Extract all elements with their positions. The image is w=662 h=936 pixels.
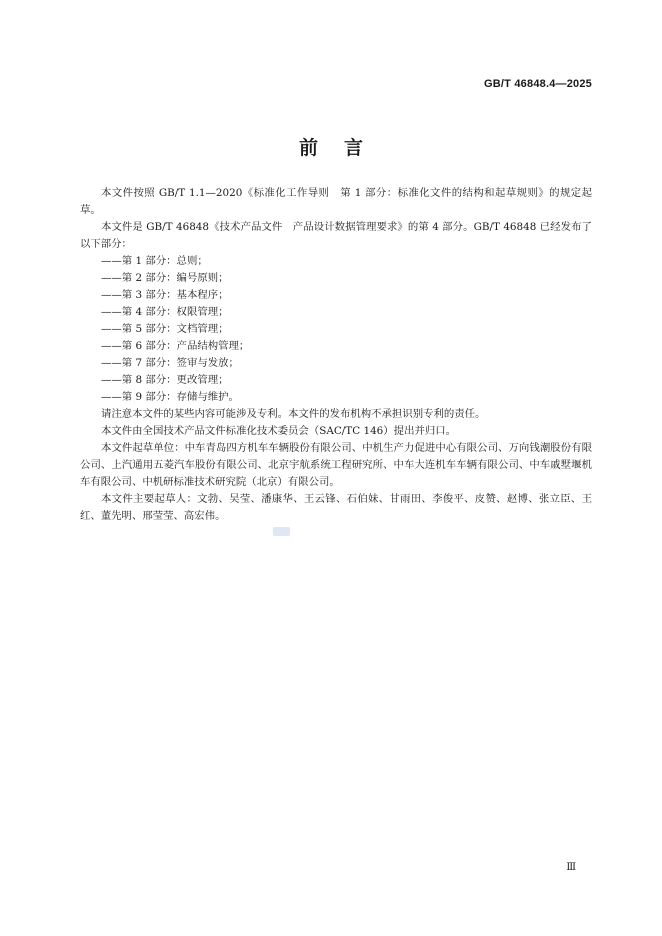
- list-item: ——第 5 部分：文档管理；: [101, 323, 229, 335]
- parts-list: [80, 253, 592, 406]
- list-item: ——第 6 部分：产品结构管理；: [101, 340, 250, 352]
- list-item: ——第 2 部分：编号原则；: [101, 272, 229, 284]
- page-title: 前言: [298, 137, 389, 159]
- document-body: [80, 185, 592, 525]
- list-item: ——第 9 部分：存储与维护。: [101, 391, 239, 403]
- paragraph-series-intro: 本文件是 GB/T 46848《技术产品文件 产品设计数据管理要求》的第 4 部分。GB/T 46848 已经发布了以下部分：: [80, 221, 592, 250]
- list-item: ——第 8 部分：更改管理；: [101, 374, 229, 386]
- list-item: ——第 3 部分：基本程序；: [101, 289, 229, 301]
- watermark-mark: [273, 527, 290, 536]
- list-item: ——第 7 部分：签审与发放；: [101, 357, 239, 369]
- list-item: ——第 1 部分：总则；: [101, 255, 208, 267]
- list-item: ——第 4 部分：权限管理；: [101, 306, 229, 318]
- paragraph-drafters: 本文件主要起草人：文勃、吴莹、潘康华、王云锋、石伯妹、甘雨田、李俊平、皮赞、赵博、张立臣、王红、董先明、邢莹莹、高宏伟。: [80, 493, 592, 522]
- standard-number: GB/T 46848.4—2025: [484, 78, 592, 90]
- paragraph-drafting-units: 本文件起草单位：中车青岛四方机车车辆股份有限公司、中机生产力促进中心有限公司、万向钱潮股份有限公司、上汽通用五菱汽车股份有限公司、北京宇航系统工程研究所、中车大连机车车辆有限公司、中车戚墅堰机车有限公司、中机研标准技术研究院（北京）有限公司。: [80, 442, 592, 488]
- paragraph-patent-notice: 请注意本文件的某些内容可能涉及专利。本文件的发布机构不承担识别专利的责任。: [101, 408, 486, 420]
- paragraph-proposer: 本文件由全国技术产品文件标准化技术委员会（SAC/TC 146）提出并归口。: [101, 425, 457, 437]
- page-number: Ⅲ: [566, 862, 576, 873]
- paragraph-drafting-rules: 本文件按照 GB/T 1.1—2020《标准化工作导则 第 1 部分：标准化文件的结构和起草规则》的规定起草。: [80, 187, 592, 216]
